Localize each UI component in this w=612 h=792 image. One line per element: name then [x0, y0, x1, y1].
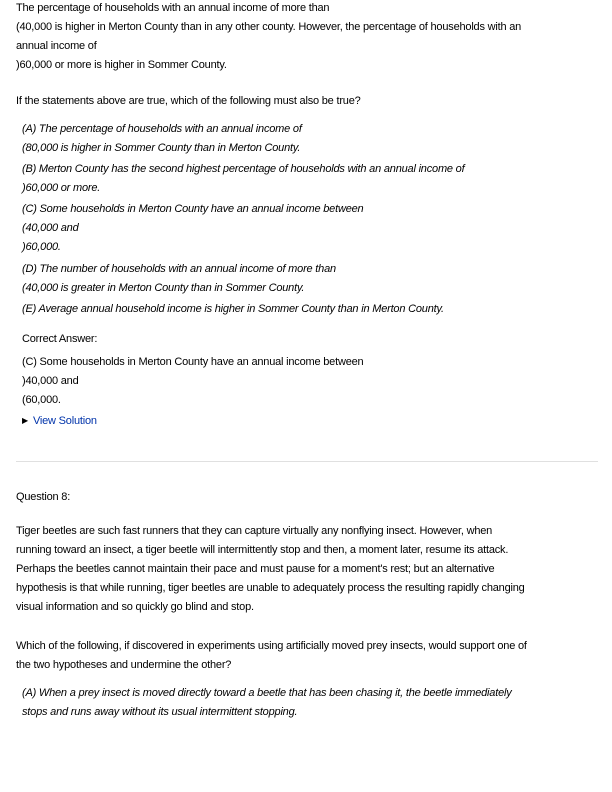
q7-options — [16, 120, 598, 319]
stem-line: )60,000 or more is higher in Sommer County. — [16, 59, 227, 71]
q8-stem — [16, 522, 598, 617]
answer-line: )40,000 and — [22, 375, 79, 387]
option-a[interactable] — [16, 684, 598, 722]
option-c[interactable] — [16, 200, 598, 257]
q8-prompt — [16, 637, 598, 675]
q8-options — [16, 684, 598, 722]
view-solution-link[interactable]: View Solution — [32, 415, 97, 427]
correct-answer-label: Correct Answer: — [22, 333, 98, 345]
option-line: (D) The number of households with an annual income of more than — [22, 263, 336, 275]
option-e[interactable] — [16, 300, 598, 319]
stem-line: running toward an insect, a tiger beetle will intermittently stop and then, a moment later, resume its attack. — [16, 544, 509, 556]
option-line: (40,000 is greater in Merton County than in Sommer County. — [22, 282, 305, 294]
stem-line: Perhaps the beetles cannot maintain their pace and must pause for a moment's rest; but an alternative — [16, 563, 495, 575]
stem-line: The percentage of households with an annual income of more than — [16, 2, 330, 14]
answer-line: (C) Some households in Merton County have an annual income between — [22, 356, 364, 368]
prompt-line: the two hypotheses and undermine the other? — [16, 659, 232, 671]
stem-line: hypothesis is that while running, tiger beetles are unable to adequately process the resulting rapidly changing — [16, 582, 525, 594]
triangle-right-icon: ▶ — [22, 416, 28, 425]
stem-line: annual income of — [16, 40, 97, 52]
stem-line: (40,000 is higher in Merton County than in any other county. However, the percentage of households with an — [16, 21, 522, 33]
option-line: (80,000 is higher in Sommer County than in Merton County. — [22, 142, 301, 154]
q8-heading: Question 8: — [16, 491, 71, 503]
q7-stem — [16, 0, 598, 75]
divider — [16, 461, 598, 462]
option-line: )60,000. — [22, 241, 61, 253]
option-line: (40,000 and — [22, 222, 79, 234]
option-line: )60,000 or more. — [22, 182, 101, 194]
stem-line: visual information and so quickly go blind and stop. — [16, 601, 254, 613]
correct-answer — [16, 353, 598, 410]
prompt-line: Which of the following, if discovered in experiments using artificially moved prey insects, would support one of — [16, 640, 527, 652]
option-line: stops and runs away without its usual intermittent stopping. — [22, 706, 298, 718]
option-line: (E) Average annual household income is higher in Sommer County than in Merton County. — [22, 303, 444, 315]
option-d[interactable] — [16, 260, 598, 298]
stem-line: Tiger beetles are such fast runners that they can capture virtually any nonflying insect. However, when — [16, 525, 493, 537]
option-b[interactable] — [16, 160, 598, 198]
answer-line: (60,000. — [22, 394, 61, 406]
option-a[interactable] — [16, 120, 598, 158]
option-line: (A) When a prey insect is moved directly toward a beetle that has been chasing it, the beetle immediately — [22, 687, 512, 699]
q7-prompt: If the statements above are true, which of the following must also be true? — [16, 95, 361, 107]
option-line: (B) Merton County has the second highest percentage of households with an annual income of — [22, 163, 465, 175]
view-solution-toggle[interactable] — [16, 412, 598, 431]
option-line: (C) Some households in Merton County have an annual income between — [22, 203, 364, 215]
option-line: (A) The percentage of households with an annual income of — [22, 123, 302, 135]
